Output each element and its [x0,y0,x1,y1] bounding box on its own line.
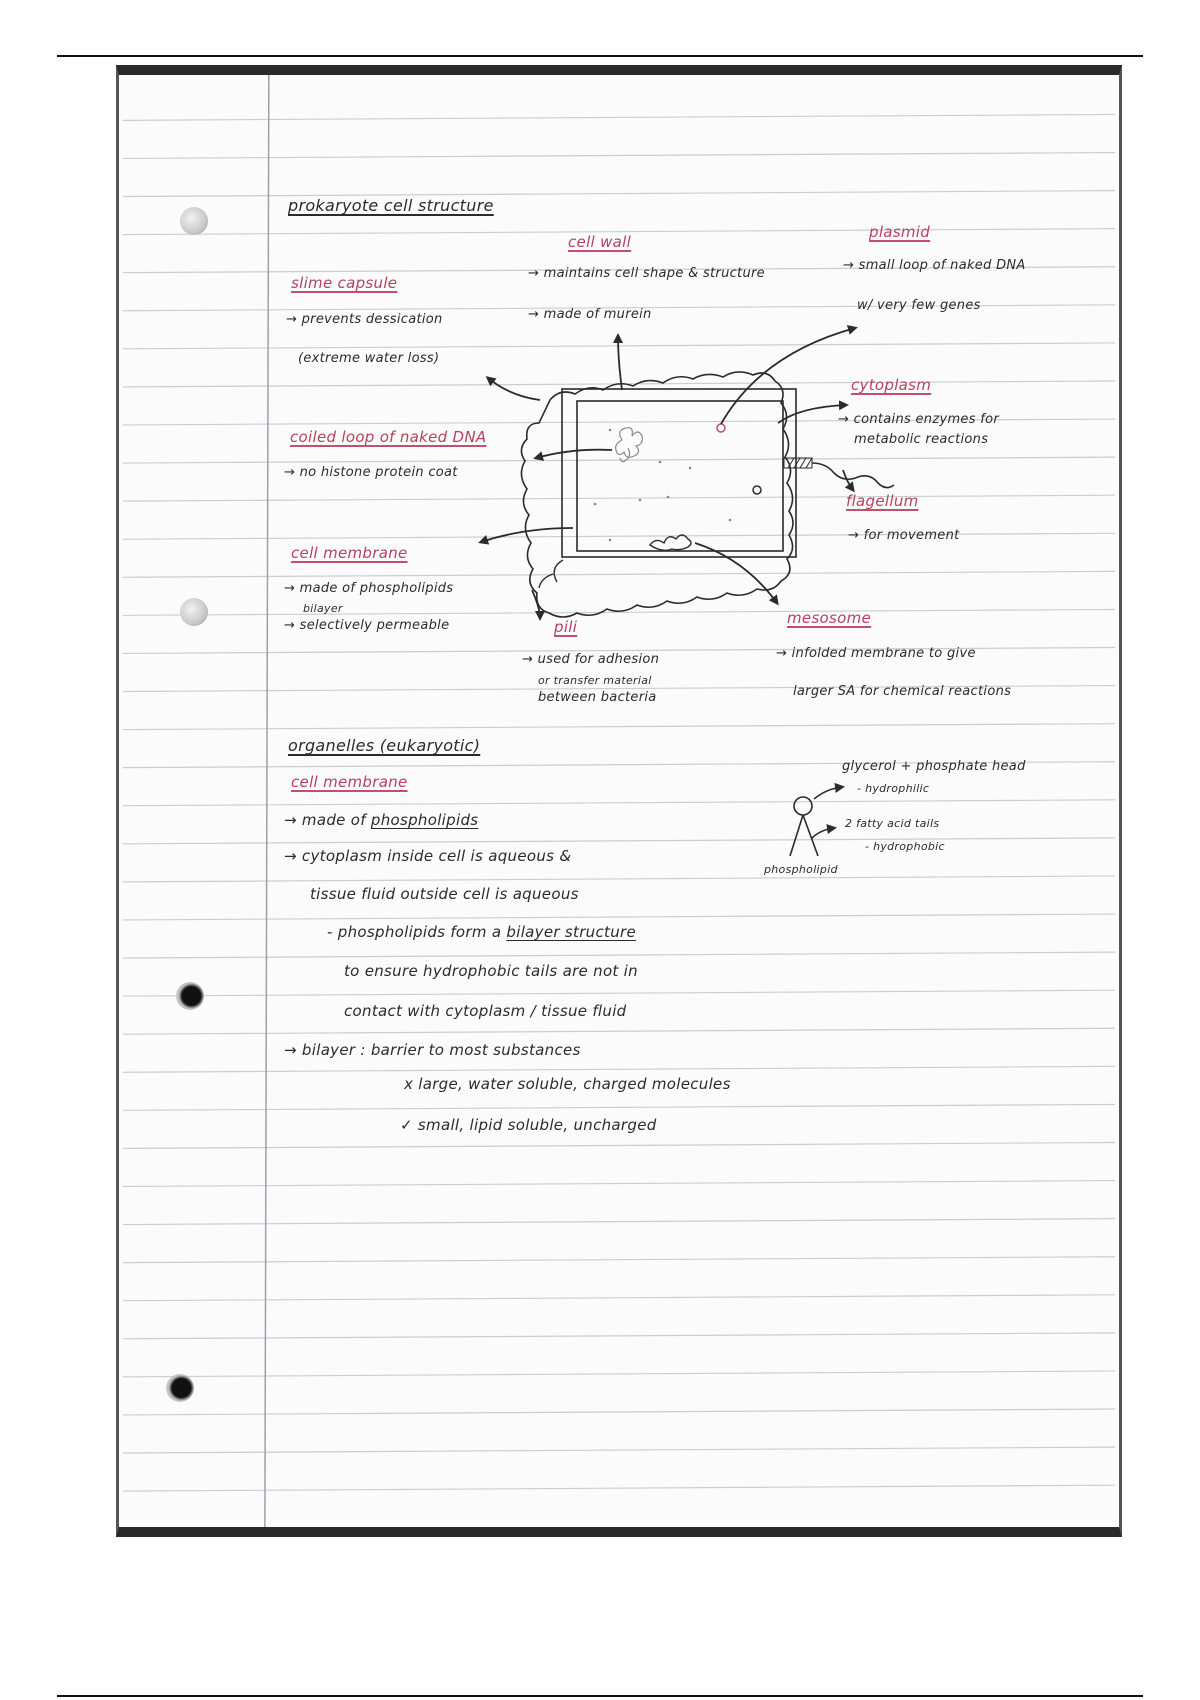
mesosome-point: → infolded membrane to give [776,646,976,661]
cell-membrane-point: bilayer [303,602,343,615]
cytoplasm-label: cytoplasm [851,376,932,394]
cytoplasm-point: → contains enzymes for [838,412,999,427]
plasmid-label: plasmid [869,223,931,241]
cell-wall-label: cell wall [568,233,632,251]
phospholipid-tails-label: 2 fatty acid tails [845,817,940,830]
note-line: tissue fluid outside cell is aqueous [310,885,579,903]
cell-wall-point: → made of murein [528,307,652,322]
cytoplasm-point: metabolic reactions [854,432,989,447]
flagellum-point: → for movement [848,528,960,543]
phospholipid-head-note: - hydrophilic [857,782,930,795]
phospholipid-caption: phospholipid [764,863,838,876]
pili-label: pili [554,618,578,636]
cell-wall-point: → maintains cell shape & structure [528,266,765,281]
mesosome-point: larger SA for chemical reactions [793,684,1012,699]
phospholipid-tails-note: - hydrophobic [865,840,945,853]
phospholipid-tail [790,815,803,856]
dna-label: coiled loop of naked DNA [290,428,487,446]
organelles-sub-heading: cell membrane [291,773,408,791]
cell-membrane-point: → selectively permeable [284,618,450,633]
note-line: → cytoplasm inside cell is aqueous & [284,847,572,865]
slime-capsule-point: (extreme water loss) [298,351,440,366]
phospholipid-head-label: glycerol + phosphate head [842,759,1026,774]
note-line: to ensure hydrophobic tails are not in [344,962,638,980]
note-text: → made of [284,811,371,829]
cell-membrane-label: cell membrane [291,544,408,562]
note-line: contact with cytoplasm / tissue fluid [344,1002,627,1020]
page-title: prokaryote cell structure [288,196,494,215]
pili-point: between bacteria [538,690,657,705]
slime-capsule-label: slime capsule [291,274,398,292]
dna-point: → no histone protein coat [284,465,458,480]
note-line: ✓ small, lipid soluble, uncharged [400,1116,657,1134]
flagellum-label: flagellum [846,492,919,510]
note-text: - phospholipids form a [327,923,507,941]
note-text-underlined: phospholipids [370,811,479,829]
organelles-heading: organelles (eukaryotic) [288,736,481,755]
mesosome-label: mesosome [787,609,872,627]
note-line: → bilayer : barrier to most substances [284,1041,581,1059]
cell-membrane-point: → made of phospholipids [284,581,454,596]
phospholipid-head [794,797,812,815]
note-text-underlined: bilayer structure [506,923,636,941]
pili-point: → used for adhesion [522,652,660,667]
pili-point: or transfer material [538,674,652,687]
plasmid-point: → small loop of naked DNA [843,258,1026,273]
slime-capsule-point: → prevents dessication [286,312,443,327]
note-line: x large, water soluble, charged molecules [404,1075,731,1093]
plasmid-point: w/ very few genes [857,298,981,313]
